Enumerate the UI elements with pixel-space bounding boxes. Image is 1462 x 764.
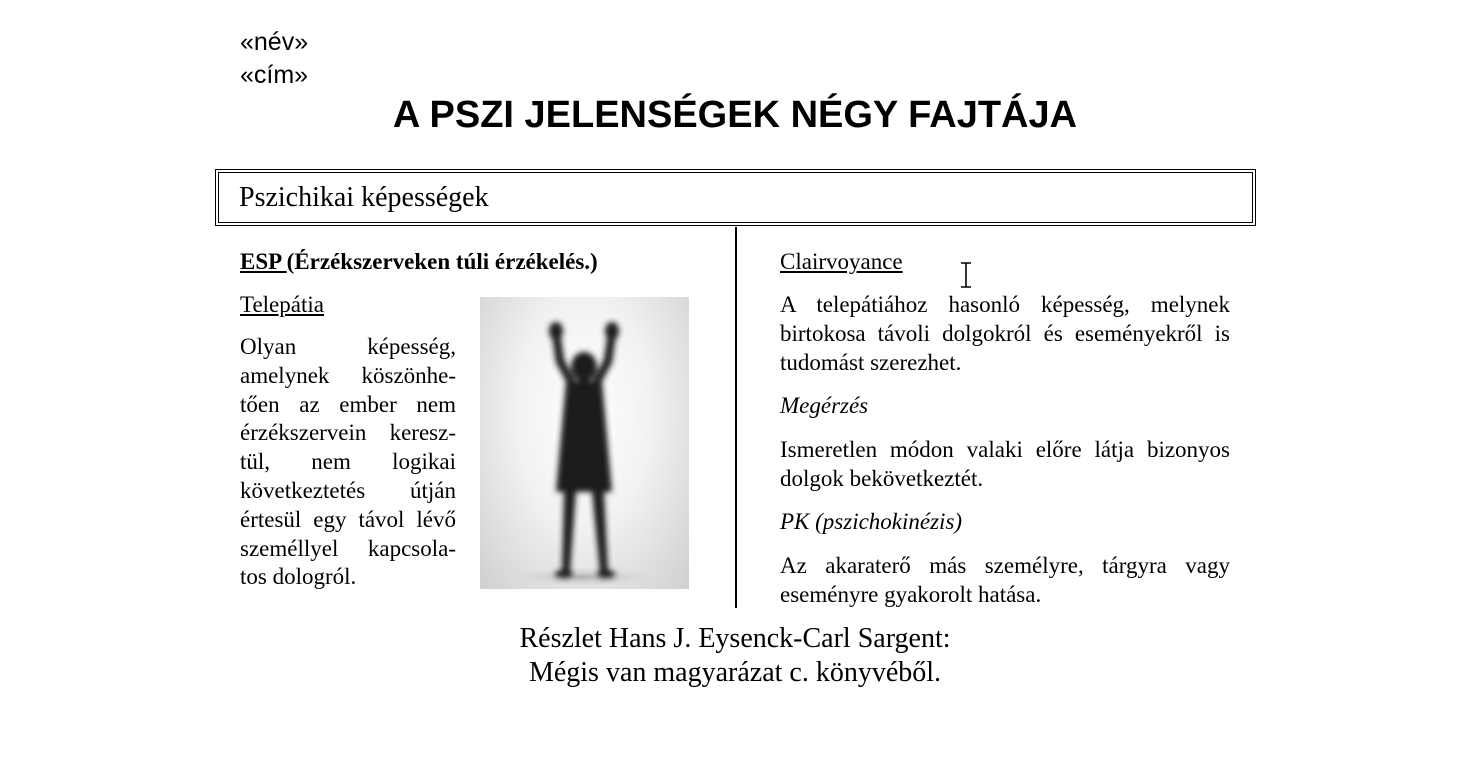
- telepathy-line: tül, nem logikai: [240, 449, 456, 475]
- section-title: Pszichikai képességek: [239, 182, 489, 213]
- telepathy-line: következtetés útján: [240, 477, 456, 503]
- telepathy-line: amelynek köszönhe-: [240, 362, 456, 388]
- megerzes-text: Ismeretlen módon valaki előre látja bizonyos dolgok bekövetkeztét.: [780, 437, 1230, 491]
- page-title: A PSZI JELENSÉGEK NÉGY FAJTÁJA: [392, 94, 1078, 136]
- telepathy-line: értesül egy távol lévő: [240, 506, 456, 532]
- section-title-box: [215, 169, 1256, 226]
- esp-heading: [240, 247, 598, 276]
- telepathy-line: személlyel kapcsola-: [240, 535, 456, 561]
- megerzes-heading: Megérzés: [780, 393, 869, 418]
- clairvoyance-heading: Clairvoyance: [780, 249, 903, 274]
- esp-heading-abbrev: ESP: [240, 249, 287, 274]
- telepathy-line: tően az ember nem: [240, 391, 456, 417]
- telepathy-line: Olyan képesség,: [240, 334, 456, 359]
- clairvoyance-text: A telepátiához hasonló képesség, melynek birtokosa távoli dolgokról és eseményekről is tudomást szerezhet.: [780, 292, 1230, 375]
- telepathy-line: tos dologról.: [240, 564, 357, 590]
- esp-heading-rest: (Érzékszerveken túli érzékelés.): [286, 249, 598, 274]
- pk-text: Az akaraterő más személyre, tárgyra vagy eseményre gyakorolt hatása.: [780, 553, 1230, 607]
- telepathy-line: érzékszervein keresz-: [240, 420, 456, 446]
- text-cursor-icon: [958, 262, 974, 288]
- merge-field-name: «név»: [240, 28, 309, 56]
- merge-field-address: «cím»: [240, 61, 309, 89]
- silhouette-photo: [480, 297, 689, 589]
- caption-line-2: Mégis van magyarázat c. könyvéből.: [528, 657, 942, 688]
- pk-heading: PK (pszichokinézis): [780, 509, 963, 534]
- telepathy-text: [240, 333, 456, 592]
- caption-line-1: Részlet Hans J. Eysenck-Carl Sargent:: [519, 623, 951, 654]
- telepathy-heading: Telepátia: [240, 292, 324, 317]
- column-divider: [735, 227, 737, 608]
- source-caption: [0, 622, 1462, 690]
